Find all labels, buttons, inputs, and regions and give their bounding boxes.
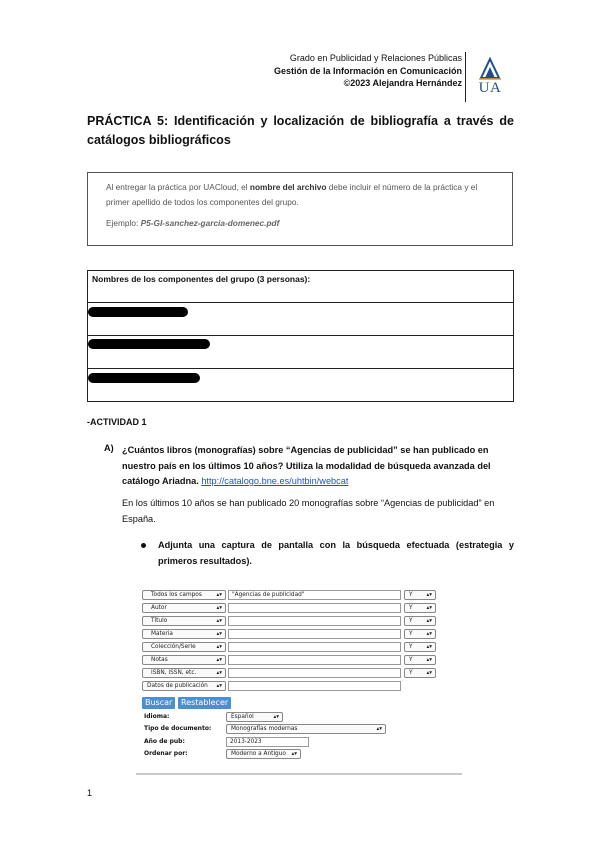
chevron-updown-icon: ▴▾ (426, 592, 432, 598)
question-text (122, 443, 514, 490)
chevron-updown-icon: ▴▾ (426, 605, 432, 611)
search-term-input[interactable] (228, 655, 401, 665)
operator-select[interactable] (404, 668, 436, 678)
limit-label: Idioma: (144, 713, 170, 720)
redacted-name (88, 307, 188, 317)
chevron-updown-icon: ▴▾ (426, 644, 432, 650)
page-title: PRÁCTICA 5: Identificación y localización de bibliografía a través de catálogos bibliográficos (87, 114, 514, 147)
ua-logo-text: UA (478, 80, 502, 96)
header-divider (465, 52, 466, 102)
sort-value: Moderno a Antiguo (231, 751, 286, 757)
operator-select[interactable] (404, 616, 436, 626)
member-row (88, 369, 513, 401)
chevron-updown-icon: ▴▾ (426, 657, 432, 663)
chevron-updown-icon: ▴▾ (376, 726, 382, 732)
field-select[interactable] (142, 616, 226, 626)
field-select[interactable] (142, 642, 226, 652)
pubyear-input[interactable]: 2013-2023 (226, 737, 309, 747)
chevron-updown-icon: ▴▾ (216, 657, 222, 663)
members-table (87, 270, 514, 402)
operator-select[interactable] (404, 655, 436, 665)
field-select-label: Datos de publicación (147, 683, 208, 689)
operator-select[interactable] (404, 629, 436, 639)
field-select-label: Título (151, 618, 168, 624)
question-body: ¿Cuántos libros (monografías) sobre “Agencias de publicidad” se han publicado en nuestro país en los últimos 10 años? Utiliza la modalidad de búsqueda avanzada del catálogo Ariadna. (122, 445, 491, 486)
member-row (88, 336, 513, 369)
catalog-link[interactable]: http://catalogo.bne.es/uhtbin/webcat (201, 476, 349, 486)
bullet-instruction: Adjunta una captura de pantalla con la búsqueda efectuada (estrategia y primeros resultados). (158, 540, 514, 566)
member-row (88, 303, 513, 336)
operator-label: Y (409, 644, 413, 650)
operator-select[interactable] (404, 642, 436, 652)
chevron-updown-icon: ▴▾ (216, 631, 222, 637)
sort-select[interactable] (226, 749, 301, 759)
search-term-input[interactable] (228, 681, 401, 691)
operator-select[interactable] (404, 590, 436, 600)
header-course: Gestión de la Información en Comunicación (273, 65, 462, 76)
chevron-updown-icon: ▴▾ (426, 631, 432, 637)
chevron-updown-icon: ▴▾ (216, 670, 222, 676)
field-select-label: Notas (151, 657, 168, 663)
operator-label: Y (409, 592, 413, 598)
search-term-input[interactable] (228, 616, 401, 626)
chevron-updown-icon: ▴▾ (426, 618, 432, 624)
header-degree: Grado en Publicidad y Relaciones Públicas (289, 53, 462, 63)
operator-label: Y (409, 605, 413, 611)
search-term-input[interactable] (228, 668, 401, 678)
field-select-label: ISBN, ISSN, etc. (151, 670, 197, 676)
search-screenshot (136, 578, 462, 775)
field-select[interactable] (142, 681, 226, 691)
note-text (106, 180, 498, 210)
search-button[interactable]: Buscar (142, 697, 175, 709)
ua-logo-icon (477, 56, 503, 80)
header-author: ©2023 Alejandra Hernández (343, 78, 462, 88)
note-example-label: Ejemplo: (106, 218, 141, 228)
field-select-label: Materia (151, 631, 173, 637)
operator-select[interactable] (404, 603, 436, 613)
language-value: Español (231, 714, 254, 720)
reset-button[interactable]: Restablecer (178, 697, 231, 709)
field-select-label: Autor (151, 605, 167, 611)
note-text-bold: nombre del archivo (249, 182, 327, 192)
search-term-input[interactable] (228, 642, 401, 652)
field-select-label: Colección/Serie (151, 644, 196, 650)
limit-label: Tipo de documento: (144, 725, 212, 732)
chevron-updown-icon: ▴▾ (216, 618, 222, 624)
redacted-name (88, 373, 200, 383)
chevron-updown-icon: ▴▾ (273, 714, 279, 720)
chevron-updown-icon: ▴▾ (291, 751, 297, 757)
bullet-dot (141, 543, 146, 548)
submission-note (87, 172, 513, 246)
redacted-name (88, 339, 210, 349)
page-number: 1 (87, 788, 93, 798)
field-select[interactable] (142, 603, 226, 613)
page-header (274, 52, 462, 90)
search-term-input[interactable]: "Agencias de publicidad" (228, 590, 401, 600)
search-term-input[interactable] (228, 603, 401, 613)
field-select[interactable] (142, 629, 226, 639)
chevron-updown-icon: ▴▾ (216, 592, 222, 598)
operator-label: Y (409, 657, 413, 663)
field-select[interactable] (142, 655, 226, 665)
question-letter: A) (104, 443, 114, 453)
language-select[interactable] (226, 712, 283, 722)
field-select-label: Todos los campos (151, 592, 202, 598)
field-select[interactable] (142, 590, 226, 600)
members-table-header: Nombres de los componentes del grupo (3 personas): (88, 271, 513, 303)
operator-label: Y (409, 670, 413, 676)
operator-label: Y (409, 631, 413, 637)
field-select[interactable] (142, 668, 226, 678)
note-text-before: Al entregar la práctica por UACloud, el (106, 182, 250, 192)
chevron-updown-icon: ▴▾ (216, 683, 222, 689)
ua-logo (477, 56, 503, 96)
note-example (106, 216, 498, 231)
limit-label: Año de pub: (144, 738, 185, 745)
search-term-input[interactable] (228, 629, 401, 639)
answer-text: En los últimos 10 años se han publicado 20 monografías sobre “Agencias de publicidad” en España. (122, 498, 495, 524)
note-text-after: debe incluir el número de la práctica y el primer apellido de todos los componentes del grupo. (106, 182, 478, 207)
doctype-select[interactable] (226, 724, 386, 734)
chevron-updown-icon: ▴▾ (216, 644, 222, 650)
doctype-value: Monografías modernas (231, 726, 298, 732)
chevron-updown-icon: ▴▾ (216, 605, 222, 611)
chevron-updown-icon: ▴▾ (426, 670, 432, 676)
limit-label: Ordenar por: (144, 750, 188, 757)
operator-label: Y (409, 618, 413, 624)
activity-title: -ACTIVIDAD 1 (87, 417, 147, 427)
note-example-value: P5-GI-sanchez-garcia-domenec.pdf (140, 218, 280, 228)
